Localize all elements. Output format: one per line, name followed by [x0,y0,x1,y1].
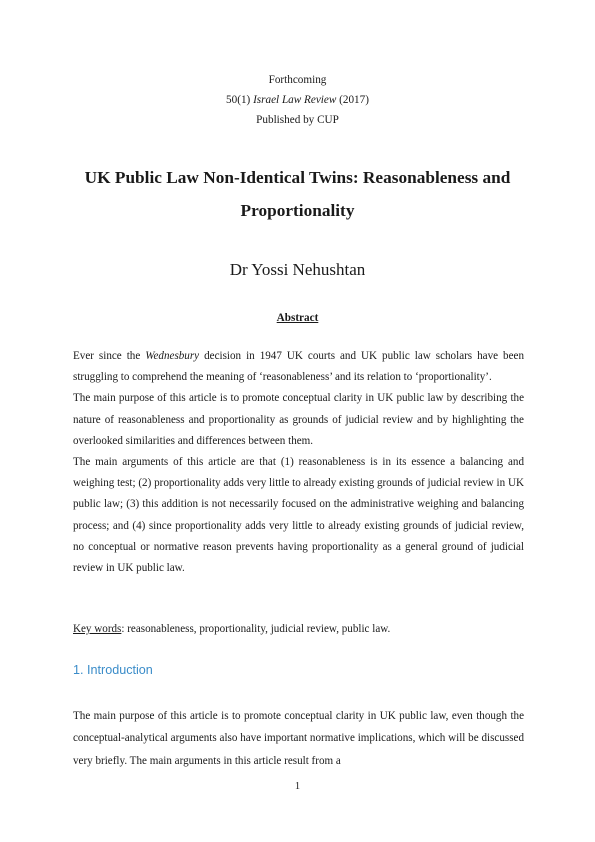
author-name: Dr Yossi Nehushtan [229,260,366,279]
introduction-body [73,705,524,772]
abstract-p1-start: Ever since the [73,350,146,362]
keywords-line [73,619,524,639]
keywords-label: Key words [73,623,122,635]
abstract-p1-end: decision in 1947 UK courts and UK public law scholars have been struggling to comprehend the meaning of ‘reasonableness’ and its relation to ‘proportionality’. [73,350,524,384]
journal-name: Israel Law Review [253,94,337,106]
publisher-line: Published by CUP [256,114,339,126]
abstract-body [73,346,524,579]
abstract-paragraph-2: The main purpose of this article is to promote conceptual clarity in UK public law by describing the nature of reasonableness and proportionality as grounds of judicial review and by highlighting the overlooked similarities and differences between them. [73,392,524,447]
page-number: 1 [294,781,301,792]
keywords-text: : reasonableness, proportionality, judicial review, public law. [121,623,391,635]
publication-header [0,70,595,130]
citation-volume: 50(1) [226,94,254,106]
introduction-paragraph: The main purpose of this article is to promote conceptual clarity in UK public law, even though the conceptual-analytical arguments also have important normative implications, which will be discussed very briefly. The main arguments in this article result from a [73,710,524,767]
case-name: Wednesbury [145,350,200,362]
abstract-paragraph-3: The main arguments of this article are that (1) reasonableness is in its essence a balancing and weighing test; (2) proportionality adds very little to already existing grounds of judicial review in UK public law; (3) this addition is not necessarily focused on the administrative weighing and balancing process; and (4) since proportionality adds very little to already existing grounds of judicial review, no conceptual or normative reason prevents having proportionality as a general ground of judicial review in UK public law. [73,456,524,575]
section-heading-introduction: 1. Introduction [73,663,153,677]
abstract-paragraph-1 [73,346,524,388]
citation-year: (2017) [336,94,369,106]
publication-status: Forthcoming [268,74,327,86]
abstract-heading: Abstract [276,312,319,324]
paper-title: UK Public Law Non-Identical Twins: Reasonableness and Proportionality [84,168,511,220]
citation-line [0,90,595,110]
